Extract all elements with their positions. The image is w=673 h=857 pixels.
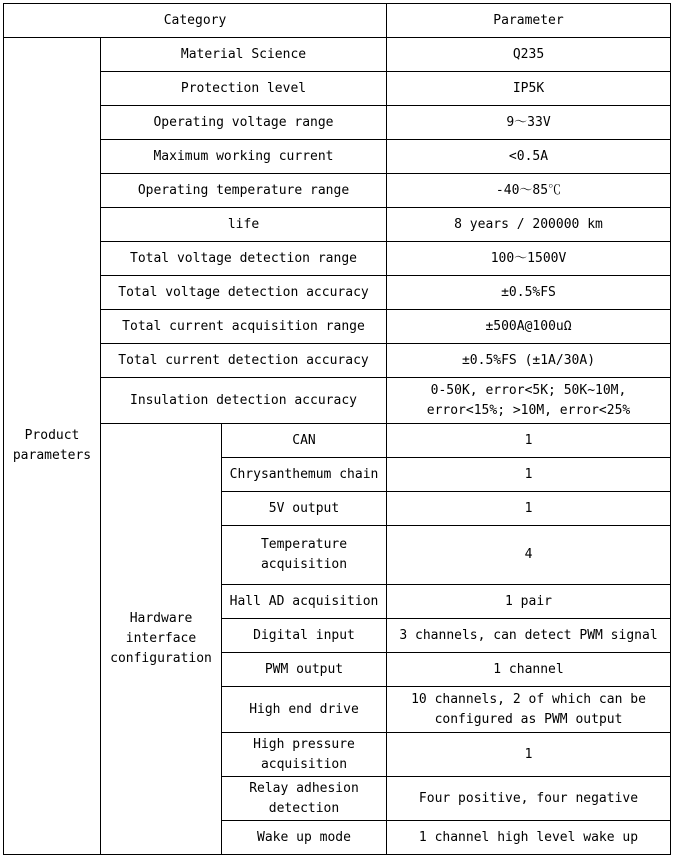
row-name: Digital input [222,619,387,653]
row-name: life [101,208,387,242]
table-row [4,208,671,242]
row-value: 3 channels, can detect PWM signal [387,619,671,653]
table-row [4,140,671,174]
row-name: Operating voltage range [101,106,387,140]
spec-table [3,3,671,855]
row-value: 4 [387,526,671,585]
row-value: 10 channels, 2 of which can be configured as PWM output [387,687,671,733]
row-name: Temperature acquisition [222,526,387,585]
row-value: IP5K [387,72,671,106]
row-name: Total voltage detection range [101,242,387,276]
row-name: High end drive [222,687,387,733]
table-row [4,424,671,458]
row-value: 1 [387,492,671,526]
row-name: Relay adhesion detection [222,777,387,821]
row-name: Insulation detection accuracy [101,378,387,424]
row-value: ±0.5%FS (±1A/30A) [387,344,671,378]
row-value: ±500A@100uΩ [387,310,671,344]
row-value: 8 years / 200000 km [387,208,671,242]
row-value: <0.5A [387,140,671,174]
row-value: 1 pair [387,585,671,619]
row-name: Wake up mode [222,821,387,855]
header-parameter: Parameter [387,4,671,38]
row-value: 9～33V [387,106,671,140]
group-label-product-parameters: Product parameters [4,38,101,855]
table-row [4,378,671,424]
row-name: Total current detection accuracy [101,344,387,378]
table-row [4,72,671,106]
row-name: CAN [222,424,387,458]
row-value: 1 [387,424,671,458]
row-name: Material Science [101,38,387,72]
row-name: Maximum working current [101,140,387,174]
row-name: Hall AD acquisition [222,585,387,619]
row-name: Chrysanthemum chain [222,458,387,492]
row-name: PWM output [222,653,387,687]
subgroup-label-hardware-interface: Hardware interface configuration [101,424,222,855]
row-value: 1 [387,458,671,492]
row-value: 1 channel [387,653,671,687]
table-row [4,276,671,310]
table-row [4,310,671,344]
row-value: 1 channel high level wake up [387,821,671,855]
row-name: Total current acquisition range [101,310,387,344]
header-category: Category [4,4,387,38]
table-row [4,106,671,140]
row-value: 0-50K, error<5K; 50K~10M, error<15%; >10M, error<25% [387,378,671,424]
table-row [4,344,671,378]
row-name: 5V output [222,492,387,526]
row-name: Total voltage detection accuracy [101,276,387,310]
row-value: -40～85℃ [387,174,671,208]
row-name: High pressure acquisition [222,733,387,777]
row-name: Operating temperature range [101,174,387,208]
row-value: Four positive, four negative [387,777,671,821]
row-name: Protection level [101,72,387,106]
header-row [4,4,671,38]
table-row [4,242,671,276]
row-value: 1 [387,733,671,777]
row-value: Q235 [387,38,671,72]
table-row [4,174,671,208]
table-row [4,38,671,72]
row-value: 100～1500V [387,242,671,276]
row-value: ±0.5%FS [387,276,671,310]
